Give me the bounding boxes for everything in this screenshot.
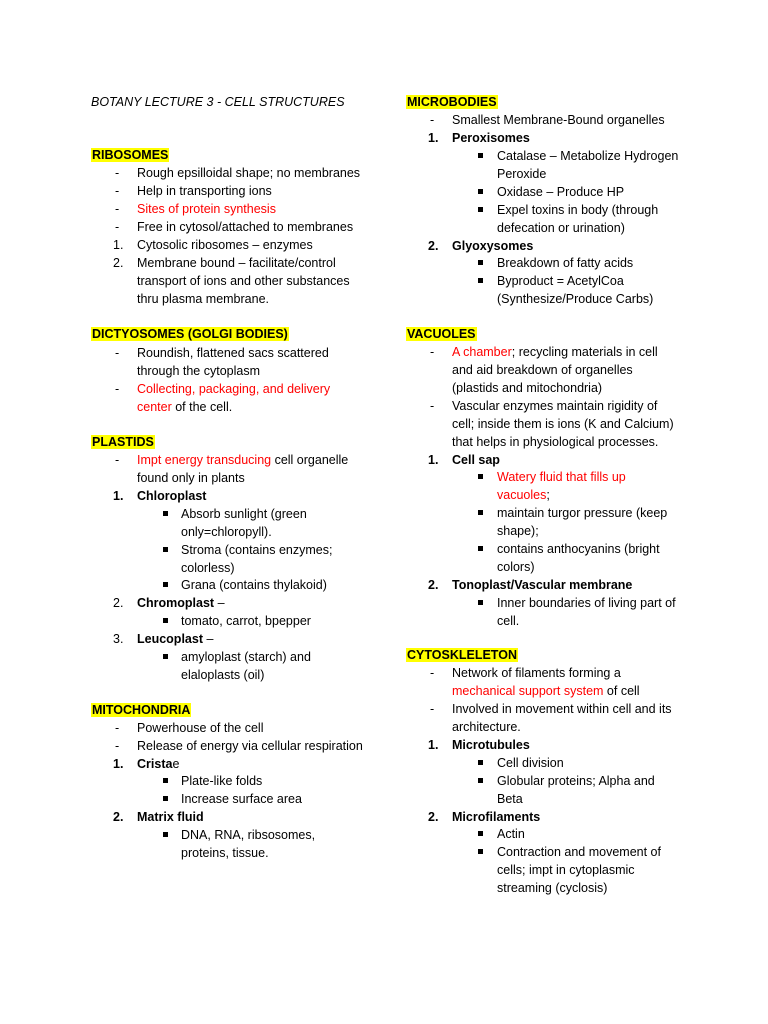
body-text: Powerhouse of the cell (137, 721, 264, 735)
list-number: 3. (113, 632, 124, 646)
section-heading: CYTOSKLELETON (407, 648, 517, 662)
square-bullet-icon (478, 546, 483, 551)
list-item-text (497, 165, 546, 183)
list-item-text (452, 451, 500, 469)
body-text: – (203, 632, 214, 646)
list-item-text (497, 183, 624, 201)
body-text: DNA, RNA, ribsosomes, (181, 828, 316, 842)
emphasis-text: Watery fluid that fills up (497, 470, 626, 484)
body-text: ; recycling materials in cell (511, 345, 658, 359)
body-text: Breakdown of fatty acids (497, 256, 634, 270)
dash-bullet: - (115, 166, 120, 180)
square-bullet-icon (478, 778, 483, 783)
list-item-text (137, 469, 245, 487)
body-text: Byproduct = AcetylCoa (497, 274, 624, 288)
list-item-text (137, 182, 272, 200)
list-item-text (497, 219, 625, 237)
list-item-text (497, 504, 667, 522)
body-text: Beta (497, 792, 523, 806)
body-text: architecture. (452, 720, 521, 734)
list-item-text (452, 343, 658, 361)
square-bullet-icon (163, 618, 168, 623)
square-bullet-icon (163, 547, 168, 552)
square-bullet-icon (163, 796, 168, 801)
list-item-text (137, 451, 348, 469)
body-text: defecation or urination) (497, 221, 625, 235)
body-text: tomato, carrot, bpepper (181, 614, 311, 628)
body-text: only=chloropyll). (181, 525, 272, 539)
dash-bullet: - (115, 220, 120, 234)
list-item-text (452, 808, 540, 826)
square-bullet-icon (478, 474, 483, 479)
emphasis-text: mechanical support system (452, 684, 604, 698)
section-heading: PLASTIDS (92, 435, 154, 449)
body-text: Peroxide (497, 167, 547, 181)
list-number: 1. (113, 757, 124, 771)
list-number: 2. (428, 239, 439, 253)
list-number: 2. (113, 810, 124, 824)
list-item-text (137, 808, 204, 826)
body-text: streaming (cyclosis) (497, 881, 608, 895)
body-text: of the cell. (171, 400, 233, 414)
list-number: 2. (428, 578, 439, 592)
section-heading: DICTYOSOMES (GOLGI BODIES) (92, 327, 288, 341)
section-heading-row (91, 433, 155, 451)
square-bullet-icon (478, 760, 483, 765)
body-text: Contraction and movement of (497, 845, 661, 859)
dash-bullet: - (115, 453, 120, 467)
body-text: Smallest Membrane-Bound organelles (452, 113, 665, 127)
list-item-text (452, 379, 602, 397)
square-bullet-icon (163, 654, 168, 659)
list-number: 2. (113, 256, 124, 270)
section-heading-row (406, 646, 518, 664)
list-item-text (452, 682, 640, 700)
list-item-text (497, 468, 626, 486)
list-number: 2. (113, 596, 124, 610)
list-number: 1. (113, 489, 124, 503)
square-bullet-icon (163, 778, 168, 783)
list-item-text (497, 147, 678, 165)
list-item-text (181, 666, 264, 684)
body-text: colors) (497, 560, 535, 574)
body-text: Expel toxins in body (through (497, 203, 659, 217)
body-text: Grana (contains thylakoid) (181, 578, 327, 592)
list-item-text (497, 558, 535, 576)
list-item-text (497, 825, 525, 843)
body-text: Help in transporting ions (137, 184, 272, 198)
list-item-text (497, 754, 564, 772)
list-item-text (137, 236, 313, 254)
body-text: e (172, 757, 180, 771)
list-item-text (137, 254, 336, 272)
square-bullet-icon (163, 832, 168, 837)
body-text: Stroma (contains enzymes; (181, 543, 333, 557)
body-text: Membrane bound – facilitate/control (137, 256, 336, 270)
list-item-text (452, 718, 521, 736)
subheading-text: Chloroplast (137, 489, 207, 503)
list-item-text (137, 380, 330, 398)
body-text: Network of filaments forming a (452, 666, 621, 680)
body-text: Free in cytosol/attached to membranes (137, 220, 354, 234)
body-text: shape); (497, 524, 539, 538)
list-item-text (497, 861, 635, 879)
list-item-text (452, 129, 530, 147)
square-bullet-icon (478, 207, 483, 212)
list-item-text (497, 612, 519, 630)
list-item-text (137, 362, 260, 380)
list-item-text (137, 218, 353, 236)
list-item-text (137, 630, 213, 648)
body-text: proteins, tissue. (181, 846, 269, 860)
subheading-text: Crista (137, 757, 173, 771)
list-item-text (497, 201, 658, 219)
list-item-text (137, 719, 263, 737)
body-text: Actin (497, 827, 525, 841)
body-text: Cytosolic ribosomes – enzymes (137, 238, 313, 252)
body-text: Release of energy via cellular respiration (137, 739, 363, 753)
list-item-text (452, 397, 657, 415)
list-number: 2. (428, 810, 439, 824)
list-item-text (137, 290, 269, 308)
subheading-text: Matrix fluid (137, 810, 204, 824)
list-item-text (137, 398, 232, 416)
body-text: Rough epsilloidal shape; no membranes (137, 166, 361, 180)
list-item-text (452, 736, 530, 754)
list-item-text (452, 433, 658, 451)
list-item-text (497, 879, 607, 897)
body-text: Vascular enzymes maintain rigidity of (452, 399, 658, 413)
body-text: Globular proteins; Alpha and (497, 774, 655, 788)
list-item-text (497, 772, 655, 790)
body-text: Cell division (497, 756, 564, 770)
list-item-text (497, 843, 661, 861)
body-text: cell organelle (271, 453, 349, 467)
subheading-text: Cell sap (452, 453, 500, 467)
dash-bullet: - (115, 184, 120, 198)
list-item-text (181, 612, 311, 630)
list-item-text (137, 164, 360, 182)
section-heading: MITOCHONDRIA (92, 703, 191, 717)
list-item-text (137, 737, 363, 755)
section-heading: RIBOSOMES (92, 148, 169, 162)
square-bullet-icon (163, 511, 168, 516)
section-heading-row (406, 93, 498, 111)
body-text: Plate-like folds (181, 774, 263, 788)
body-text: amyloplast (starch) and (181, 650, 311, 664)
list-item-text (137, 200, 276, 218)
body-text: cells; impt in cytoplasmic (497, 863, 635, 877)
body-text: Inner boundaries of living part of (497, 596, 676, 610)
square-bullet-icon (478, 600, 483, 605)
emphasis-text: center (137, 400, 172, 414)
body-text: – (214, 596, 225, 610)
list-item-text (452, 576, 632, 594)
square-bullet-icon (478, 278, 483, 283)
list-item-text (137, 487, 206, 505)
list-number: 1. (428, 453, 439, 467)
section-heading-row (406, 325, 477, 343)
subheading-text: Microfilaments (452, 810, 541, 824)
list-item-text (497, 486, 550, 504)
list-number: 1. (428, 131, 439, 145)
list-item-text (137, 344, 329, 362)
emphasis-text: A chamber (452, 345, 512, 359)
body-text: of cell (603, 684, 640, 698)
body-text: cell; inside them is ions (K and Calcium) (452, 417, 674, 431)
document-title: BOTANY LECTURE 3 - CELL STRUCTURES (91, 95, 345, 109)
list-item-text (452, 664, 621, 682)
dash-bullet: - (430, 113, 435, 127)
body-text: Roundish, flattened sacs scattered (137, 346, 329, 360)
body-text: thru plasma membrane. (137, 292, 270, 306)
list-item-text (137, 755, 179, 773)
subheading-text: Peroxisomes (452, 131, 530, 145)
dash-bullet: - (430, 345, 435, 359)
list-item-text (137, 594, 225, 612)
dash-bullet: - (115, 346, 120, 360)
list-item-text (181, 541, 332, 559)
section-heading-row (91, 146, 169, 164)
list-item-text (181, 772, 262, 790)
list-item-text (137, 272, 350, 290)
body-text: through the cytoplasm (137, 364, 260, 378)
list-item-text (497, 790, 523, 808)
dash-bullet: - (430, 702, 435, 716)
list-item-text (452, 415, 674, 433)
body-text: ; (546, 488, 550, 502)
list-item-text (181, 826, 315, 844)
list-item-text (497, 254, 633, 272)
dash-bullet: - (430, 666, 435, 680)
body-text: elaloplasts (oil) (181, 668, 265, 682)
section-heading: VACUOLES (407, 327, 476, 341)
list-item-text (452, 361, 633, 379)
list-number: 1. (113, 238, 124, 252)
list-item-text (497, 290, 653, 308)
body-text: contains anthocyanins (bright (497, 542, 660, 556)
list-item-text (497, 272, 624, 290)
body-text: Oxidase – Produce HP (497, 185, 625, 199)
list-item-text (497, 540, 660, 558)
dash-bullet: - (115, 739, 120, 753)
list-item-text (181, 523, 272, 541)
subheading-text: Tonoplast/Vascular membrane (452, 578, 633, 592)
subheading-text: Chromoplast (137, 596, 215, 610)
body-text: Absorb sunlight (green (181, 507, 307, 521)
body-text: colorless) (181, 561, 235, 575)
section-heading-row (91, 701, 191, 719)
body-text: found only in plants (137, 471, 245, 485)
subheading-text: Glyoxysomes (452, 239, 534, 253)
list-item-text (181, 844, 269, 862)
list-item-text (181, 559, 235, 577)
square-bullet-icon (163, 582, 168, 587)
section-heading: MICROBODIES (407, 95, 497, 109)
dash-bullet: - (115, 382, 120, 396)
body-text: (plastids and mitochondria) (452, 381, 603, 395)
emphasis-text: Sites of protein synthesis (137, 202, 276, 216)
body-text: Catalase – Metabolize Hydrogen (497, 149, 679, 163)
list-item-text (181, 505, 307, 523)
square-bullet-icon (478, 849, 483, 854)
square-bullet-icon (478, 189, 483, 194)
emphasis-text: Collecting, packaging, and delivery (137, 382, 331, 396)
list-item-text (452, 700, 672, 718)
dash-bullet: - (115, 202, 120, 216)
list-number: 1. (428, 738, 439, 752)
body-text: Increase surface area (181, 792, 302, 806)
list-item-text (497, 594, 676, 612)
body-text: that helps in physiological processes. (452, 435, 659, 449)
list-item-text (181, 576, 327, 594)
square-bullet-icon (478, 831, 483, 836)
square-bullet-icon (478, 260, 483, 265)
list-item-text (181, 790, 302, 808)
list-item-text (497, 522, 539, 540)
emphasis-text: Impt energy transducing (137, 453, 272, 467)
body-text: (Synthesize/Produce Carbs) (497, 292, 654, 306)
dash-bullet: - (115, 721, 120, 735)
body-text: transport of ions and other substances (137, 274, 350, 288)
square-bullet-icon (478, 510, 483, 515)
body-text: and aid breakdown of organelles (452, 363, 633, 377)
list-item-text (181, 648, 311, 666)
body-text: maintain turgor pressure (keep (497, 506, 668, 520)
list-item-text (452, 237, 533, 255)
emphasis-text: vacuoles (497, 488, 547, 502)
subheading-text: Microtubules (452, 738, 530, 752)
square-bullet-icon (478, 153, 483, 158)
list-item-text (452, 111, 665, 129)
body-text: Involved in movement within cell and its (452, 702, 672, 716)
dash-bullet: - (430, 399, 435, 413)
body-text: cell. (497, 614, 520, 628)
section-heading-row (91, 325, 289, 343)
subheading-text: Leucoplast (137, 632, 203, 646)
